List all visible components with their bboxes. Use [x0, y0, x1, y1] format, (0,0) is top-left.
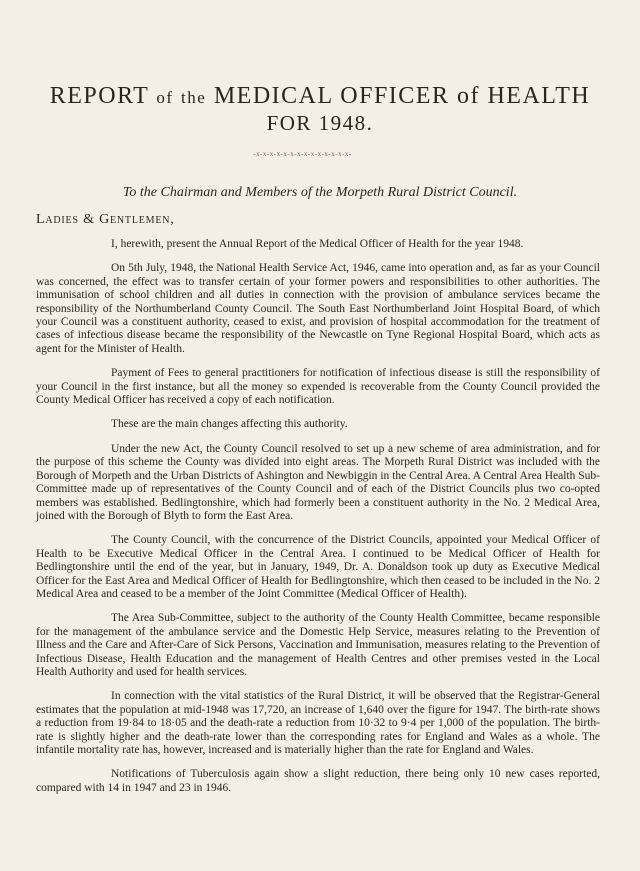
title-word: the: [181, 88, 207, 107]
paragraph: Payment of Fees to general practitioners for notification of infectious disease is still the responsibility of your Council in the first instance, but all the money so expended is recoverable from the County Council provided the County Medical Officer has received a copy of each notification.: [36, 367, 600, 407]
paragraph: On 5th July, 1948, the National Health Service Act, 1946, came into operation and, as far as your Council was concerned, the effect was to transfer certain of your former powers and responsibilities to other authorities. The immunisation of school children and all duties in connection with the provision of ambulance services became the responsibility of the Northumberland County Council. The South East Northumberland Joint Hospital Board, of which your Council was a constituent authority, ceased to exist, and provision of hospital accommodation for the treatment of cases of infectious disease became the responsibility of the Newcastle on Tyne Regional Hospital Board, which acts as agent for the Minister of Health.: [36, 262, 600, 355]
report-body: [36, 238, 600, 806]
report-year: FOR 1948.: [266, 111, 374, 135]
paragraph: Under the new Act, the County Council resolved to set up a new scheme of area administration, and for the purpose of this scheme the County was divided into eight areas. The Morpeth Rural District was included with the Borough of Morpeth and the Urban Districts of Ashington and Newbiggin in the Central Area. A Central Area Health Sub-Committee made up of representatives of the County Council and of each of the District Councils plus two co-opted members was established. Bedlingtonshire, which had formerly been a constituent authority in the No. 2 Medical Area, joined with the Borough of Blyth to form the East Area.: [36, 442, 600, 522]
dedication-line: To the Chairman and Members of the Morpeth Rural District Council.: [122, 185, 518, 200]
paragraph: Notifications of Tuberculosis again show a slight reduction, there being only 10 new cases reported, compared with 14 in 1947 and 23 in 1946.: [36, 768, 600, 794]
paragraph: The Area Sub-Committee, subject to the authority of the County Health Committee, became responsible for the management of the ambulance service and the Domestic Help Service, measures relating to the Prevention of Illness and the Care and After-Care of Sick Persons, Vaccination and Immunisation, measures relating to the Prevention of Infectious Disease, Health Education and the management of Health Centres and other premises vested in the Local Health Authority and used for health services.: [36, 612, 600, 678]
paragraph: In connection with the vital statistics of the Rural District, it will be observed that the Registrar-General estimates that the population at mid-1948 was 17,720, an increase of 1,640 over the figure for 1947. The birth-rate shows a reduction from 19·84 to 18·05 and the death-rate a reduction from 10·32 to 9·4 per 1,000 of the population. The birth-rate is slightly higher and the death-rate lower than the corresponding rates for England and Wales as a whole. The infantile mortality rate has, however, increased and is materially higher than the rate for England and Wales.: [36, 690, 600, 756]
paragraph: The County Council, with the concurrence of the District Councils, appointed your Medical Officer of Health to be Executive Medical Officer in the Central Area. I continued to be Medical Officer of Health for Bedlingtonshire until the end of the year, but in January, 1949, Dr. A. Donaldson took up duty as Executive Medical Officer for the East Area and Medical Officer of Health for Bedlingtonshire, which then ceased to be included in the No. 2 Medical Area and ceased to be a member of the Joint Committee (Medical Officer of Health).: [36, 534, 600, 600]
title-word: HEALTH: [487, 83, 591, 109]
report-title: [0, 82, 640, 112]
title-word: of: [456, 83, 480, 109]
title-word: MEDICAL OFFICER: [213, 83, 450, 109]
title-word: REPORT: [49, 83, 149, 109]
ornament-divider: -x-x-x-x-x-x-x-x-x-x-x-x-x-x-: [253, 150, 352, 158]
paragraph: I, herewith, present the Annual Report of the Medical Officer of Health for the year 1948.: [111, 238, 524, 250]
paragraph: These are the main changes affecting this authority.: [111, 418, 348, 431]
salutation: Ladies & Gentlemen,: [36, 212, 175, 227]
title-word: of: [156, 88, 174, 107]
